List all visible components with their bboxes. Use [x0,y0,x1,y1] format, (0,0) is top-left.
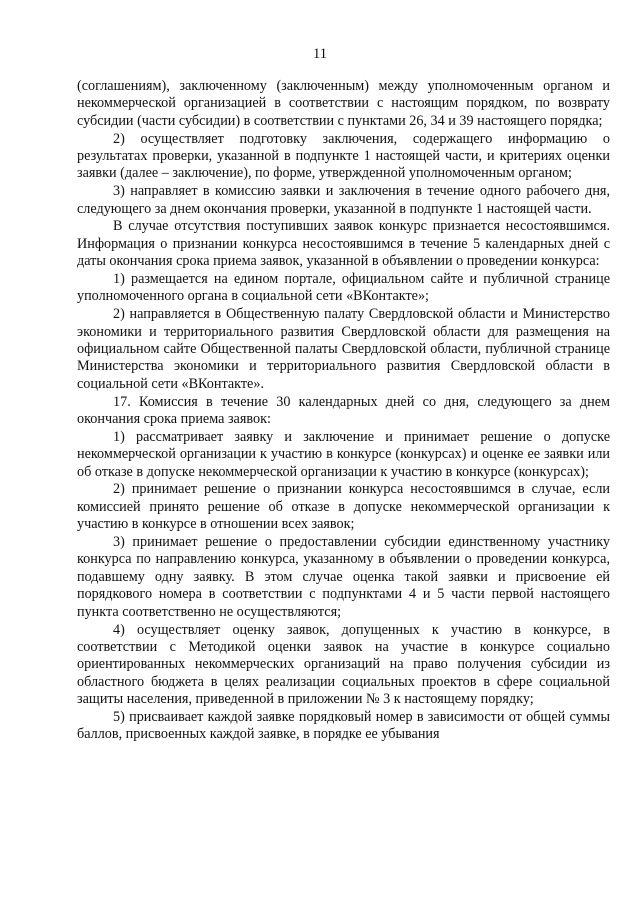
paragraph-commission-item-5: 5) присваивает каждой заявке порядковый номер в зависимости от общей суммы баллов, присвоенных каждой заявке, в порядке ее убывания [77,708,610,743]
paragraph-no-applications: В случае отсутствия поступивших заявок конкурс признается несостоявшимся. Информация о признании конкурса несостоявшимся в течение 5 календарных дней с даты окончания срока приема заявок, указанной в объявлении о проведении конкурса: [77,218,610,270]
paragraph-publish-item-1: 1) размещается на едином портале, официальном сайте и публичной странице уполномоченного органа в социальной сети «ВКонтакте»; [77,271,610,305]
paragraph-section-17: 17. Комиссия в течение 30 календарных дней со дня, следующего за днем окончания срока приема заявок: [77,393,610,428]
paragraph-commission-item-1: 1) рассматривает заявку и заключение и принимает решение о допуске некоммерческой организации к участию в конкурсе (конкурсах) и оценке ее заявки или об отказе в допуске некоммерческой организации к участию в конкурсе (конкурсах); [77,428,610,480]
paragraph-publish-item-2: 2) направляется в Общественную палату Свердловской области и Министерство экономики и территориального развития Свердловской области для размещения на официальном сайте Общественной палаты Свердловской области, публичной странице Министерства экономики и территориального развития Свердловской области в социальной сети «ВКонтакте». [77,306,610,392]
paragraph-item-3: 3) направляет в комиссию заявки и заключения в течение одного рабочего дня, следующего за днем окончания проверки, указанной в подпункте 1 настоящей части. [77,183,610,217]
paragraph-continuation: (соглашениям), заключенному (заключенным) между уполномоченным органом и некоммерческой организацией в соответствии с настоящим порядком, по возврату субсидии (части субсидии) в соответствии с пунктами 26, 34 и 39 настоящего порядка; [77,78,610,129]
paragraph-commission-item-2: 2) принимает решение о признании конкурса несостоявшимся в случае, если комиссией принято решение об отказе в допуске некоммерческой организации к участию в конкурсе в отношении всех заявок; [77,481,610,533]
document-body [77,78,610,744]
paragraph-commission-item-4: 4) осуществляет оценку заявок, допущенных к участию в конкурсе, в соответствии с Методикой оценки заявок на участие в конкурсе социально ориентированных некоммерческих организаций на право получения субсидии из областного бюджета в целях реализации социальных проектов в сфере социальной защиты населения, приведенной в приложении № 3 к настоящему порядку; [77,621,610,708]
page-number: 11 [313,46,327,62]
paragraph-commission-item-3: 3) принимает решение о предоставлении субсидии единственному участнику конкурса по направлению конкурса, указанному в объявлении о проведении конкурса, подавшему одну заявку. В этом случае оценка такой заявки и присвоение ей порядкового номера в соответствии с подпунктами 4 и 5 части первой настоящего пункта соответственно не осуществляются; [77,534,610,620]
paragraph-item-2: 2) осуществляет подготовку заключения, содержащего информацию о результатах проверки, указанной в подпункте 1 настоящей части, и критериях оценки заявки (далее – заключение), по форме, утвержденной уполномоченным органом; [77,130,610,182]
